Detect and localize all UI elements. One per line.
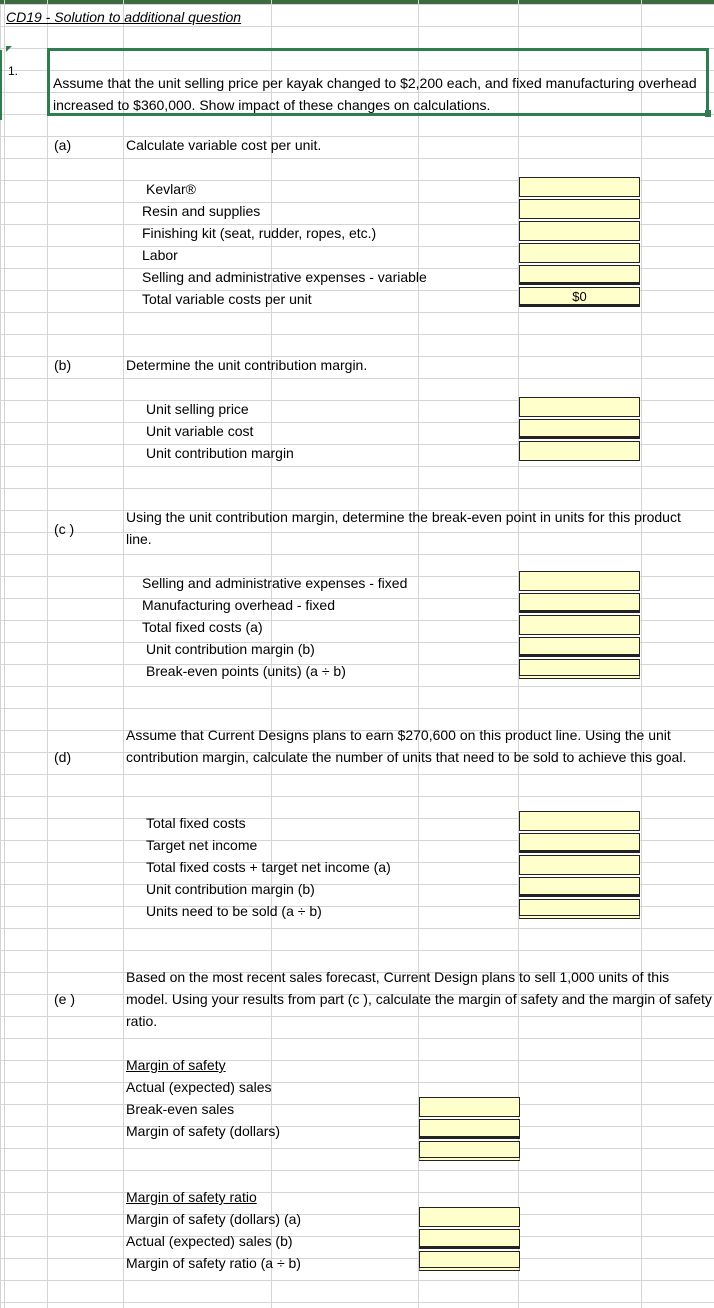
row-label: Units need to be sold (a ÷ b) — [146, 903, 322, 919]
input-cell[interactable] — [519, 265, 640, 285]
input-cell[interactable] — [519, 199, 640, 219]
row-label: Margin of safety ratio (a ÷ b) — [126, 1255, 301, 1271]
row-label: Unit contribution margin (b) — [146, 641, 315, 657]
row-label: Break-even sales — [126, 1101, 235, 1117]
part-c-letter: (c ) — [54, 521, 75, 537]
part-e-prompt: Based on the most recent sales forecast, Current Design plans to sell 1,000 units of this model. Using your results from part (c ), calculate the margin of safety and the margin of safety ratio. — [126, 969, 712, 1029]
fill-handle[interactable] — [705, 110, 711, 117]
input-cell[interactable] — [519, 637, 640, 657]
input-cell[interactable] — [419, 1119, 520, 1139]
input-cell[interactable] — [519, 811, 640, 831]
row-label: Selling and administrative expenses - fixed — [142, 575, 408, 591]
question-number: 1. — [8, 64, 19, 78]
row-label: Unit contribution margin — [146, 445, 294, 461]
part-c-prompt: Using the unit contribution margin, determine the break-even point in units for this product line. — [126, 509, 681, 547]
row-label: Target net income — [146, 837, 258, 853]
row-label: Selling and administrative expenses - variable — [142, 269, 427, 285]
input-cell[interactable] — [519, 243, 640, 263]
part-b-prompt: Determine the unit contribution margin. — [126, 357, 368, 373]
total-variable-cost-cell[interactable]: $0 — [519, 287, 640, 307]
intro-text: Assume that the unit selling price per kayak changed to $2,200 each, and fixed manufacturing overhead increased to $360,000. Show impact of these changes on calculations. — [53, 75, 697, 113]
input-cell[interactable] — [419, 1251, 520, 1271]
margin-of-safety-ratio-heading: Margin of safety ratio — [126, 1189, 257, 1205]
row-label: Resin and supplies — [142, 203, 261, 219]
input-cell[interactable] — [519, 855, 640, 875]
row-label: Total fixed costs (a) — [142, 619, 263, 635]
row-label: Margin of safety (dollars) — [126, 1123, 281, 1139]
margin-of-safety-heading: Margin of safety — [126, 1057, 226, 1073]
input-cell[interactable] — [519, 419, 640, 439]
comment-indicator — [6, 46, 12, 52]
input-cell[interactable] — [519, 441, 640, 461]
row-label: Total fixed costs — [146, 815, 246, 831]
row-label: Unit contribution margin (b) — [146, 881, 315, 897]
row-label: Unit variable cost — [146, 423, 254, 439]
input-cell[interactable] — [419, 1097, 520, 1117]
part-e-letter: (e ) — [54, 991, 75, 1007]
part-d-prompt: Assume that Current Designs plans to earn $270,600 on this product line. Using the unit contribution margin, calculate the number of units that need to be sold to achieve this goal. — [126, 727, 687, 765]
part-b-letter: (b) — [54, 357, 72, 373]
input-cell[interactable] — [519, 571, 640, 591]
row-label: Finishing kit (seat, rudder, ropes, etc.) — [142, 225, 377, 241]
row-label: Actual (expected) sales — [126, 1079, 272, 1095]
input-cell[interactable] — [419, 1141, 520, 1161]
window-top-bar — [0, 0, 714, 4]
row-label: Margin of safety (dollars) (a) — [126, 1211, 302, 1227]
part-d-letter: (d) — [54, 749, 72, 765]
input-cell[interactable] — [519, 899, 640, 919]
input-cell[interactable] — [519, 833, 640, 853]
input-cell[interactable] — [519, 593, 640, 613]
input-cell[interactable] — [519, 615, 640, 635]
sheet-title: CD19 - Solution to additional question — [6, 9, 242, 25]
row-label: Total variable costs per unit — [142, 291, 312, 307]
input-cell[interactable] — [519, 659, 640, 679]
input-cell[interactable] — [419, 1207, 520, 1227]
input-cell[interactable] — [519, 221, 640, 241]
row-label: Kevlar® — [146, 181, 196, 197]
row-label: Manufacturing overhead - fixed — [142, 597, 335, 613]
input-cell[interactable] — [419, 1229, 520, 1249]
row-marker — [0, 50, 2, 120]
row-label: Total fixed costs + target net income (a) — [146, 859, 391, 875]
part-a-letter: (a) — [54, 137, 72, 153]
part-a-prompt: Calculate variable cost per unit. — [126, 137, 322, 153]
input-cell[interactable] — [519, 877, 640, 897]
row-label: Actual (expected) sales (b) — [126, 1233, 293, 1249]
input-cell[interactable] — [519, 397, 640, 417]
row-label: Break-even points (units) (a ÷ b) — [146, 663, 346, 679]
row-label: Unit selling price — [146, 401, 249, 417]
row-label: Labor — [142, 247, 178, 263]
input-cell[interactable] — [519, 177, 640, 197]
